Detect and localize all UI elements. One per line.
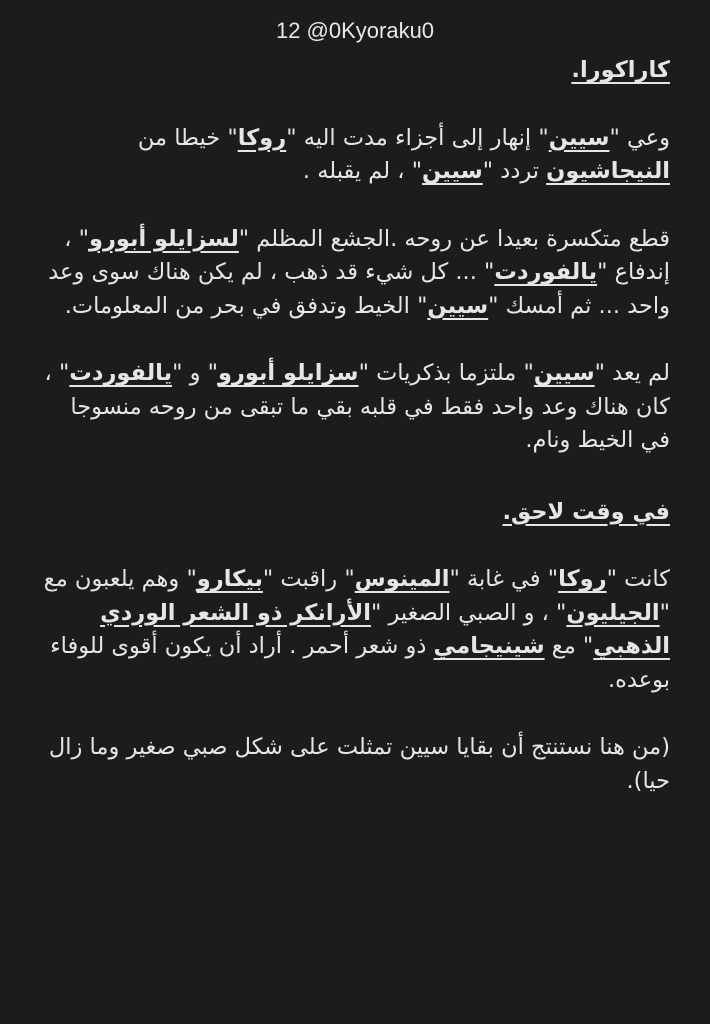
underlined-name: سيين (533, 360, 595, 386)
underlined-name: الأرانكر ذو الشعر الوردي الذهبي (100, 599, 670, 659)
underlined-name: سيين (427, 292, 489, 319)
underlined-name: لسزايلو أبورو (88, 225, 239, 252)
paragraph (38, 122, 670, 189)
underlined-name: النيجاشيون (546, 158, 670, 184)
text-run: لم يعد " (594, 360, 670, 386)
paragraph (38, 563, 670, 697)
paragraph-gap (38, 697, 670, 731)
underlined-name: روكا (237, 124, 287, 151)
paragraph-gap (38, 323, 670, 357)
underlined-name: شينيجامي (433, 633, 545, 659)
text-run: " و " (172, 360, 218, 386)
paragraph-gap (38, 88, 670, 122)
underlined-name: يالفوردت (494, 259, 598, 285)
paragraph-gap (38, 189, 670, 223)
text-run: (من هنا نستنتج أن بقايا سيين تمثلت على شكل صبي صغير وما زال حيا). (48, 734, 670, 794)
underlined-name: الجيليون (566, 599, 660, 626)
underlined-name: يالفوردت (69, 360, 173, 386)
text-run: " خيطا من (137, 124, 238, 151)
text-run: ذو شعر أحمر . أراد أن يكون أقوى للوفاء بوعده. (50, 633, 670, 693)
document-body (38, 54, 670, 798)
paragraph (38, 357, 670, 458)
text-run: " ، كان هناك وعد واحد فقط في قلبه بقي ما تبقى من روحه منسوجا في الخيط ونام. (44, 360, 670, 453)
underlined-name: بيكارو (196, 566, 263, 592)
text-run: " الخيط وتدفق في بحر من المعلومات. (64, 292, 428, 319)
underlined-name: المينوس (354, 566, 450, 592)
text-run: " ، لم يقبله . (302, 158, 423, 184)
text-run: " وهم يلعبون مع " (43, 566, 670, 626)
section-title: في وقت لاحق. (502, 498, 670, 525)
text-run: " ... كل شيء قد ذهب ، لم يكن هناك سوى وعد واحد ... ثم أمسك " (48, 259, 670, 319)
underlined-name: سزايلو أبورو (217, 360, 359, 386)
text-run: " ، إندفاع " (64, 225, 670, 285)
text-run: " في غابة " (449, 566, 559, 592)
underlined-name: روكا (558, 566, 607, 592)
text-run: تردد " (482, 158, 547, 184)
text-run: كانت " (606, 566, 670, 592)
section-gap (38, 458, 670, 496)
underlined-name: سيين (422, 158, 483, 184)
text-run: " ملتزما بذكريات " (358, 360, 534, 386)
text-run: قطع متكسرة بعيدا عن روحه .الجشع المظلم " (238, 225, 670, 252)
text-run: " مع (544, 633, 594, 659)
paragraph (38, 731, 670, 798)
section-title: كاراكورا. (571, 57, 670, 83)
paragraph-gap (38, 529, 670, 563)
text-run: " ، و الصبي الصغير " (370, 599, 567, 626)
page-header: 12 @0Kyoraku0 (275, 18, 435, 43)
paragraph (38, 223, 670, 324)
underlined-name: سيين (548, 124, 610, 151)
text-run: وعي " (609, 124, 670, 151)
text-run: " إنهار إلى أجزاء مدت اليه " (286, 124, 549, 151)
text-run: " راقبت " (262, 566, 355, 592)
